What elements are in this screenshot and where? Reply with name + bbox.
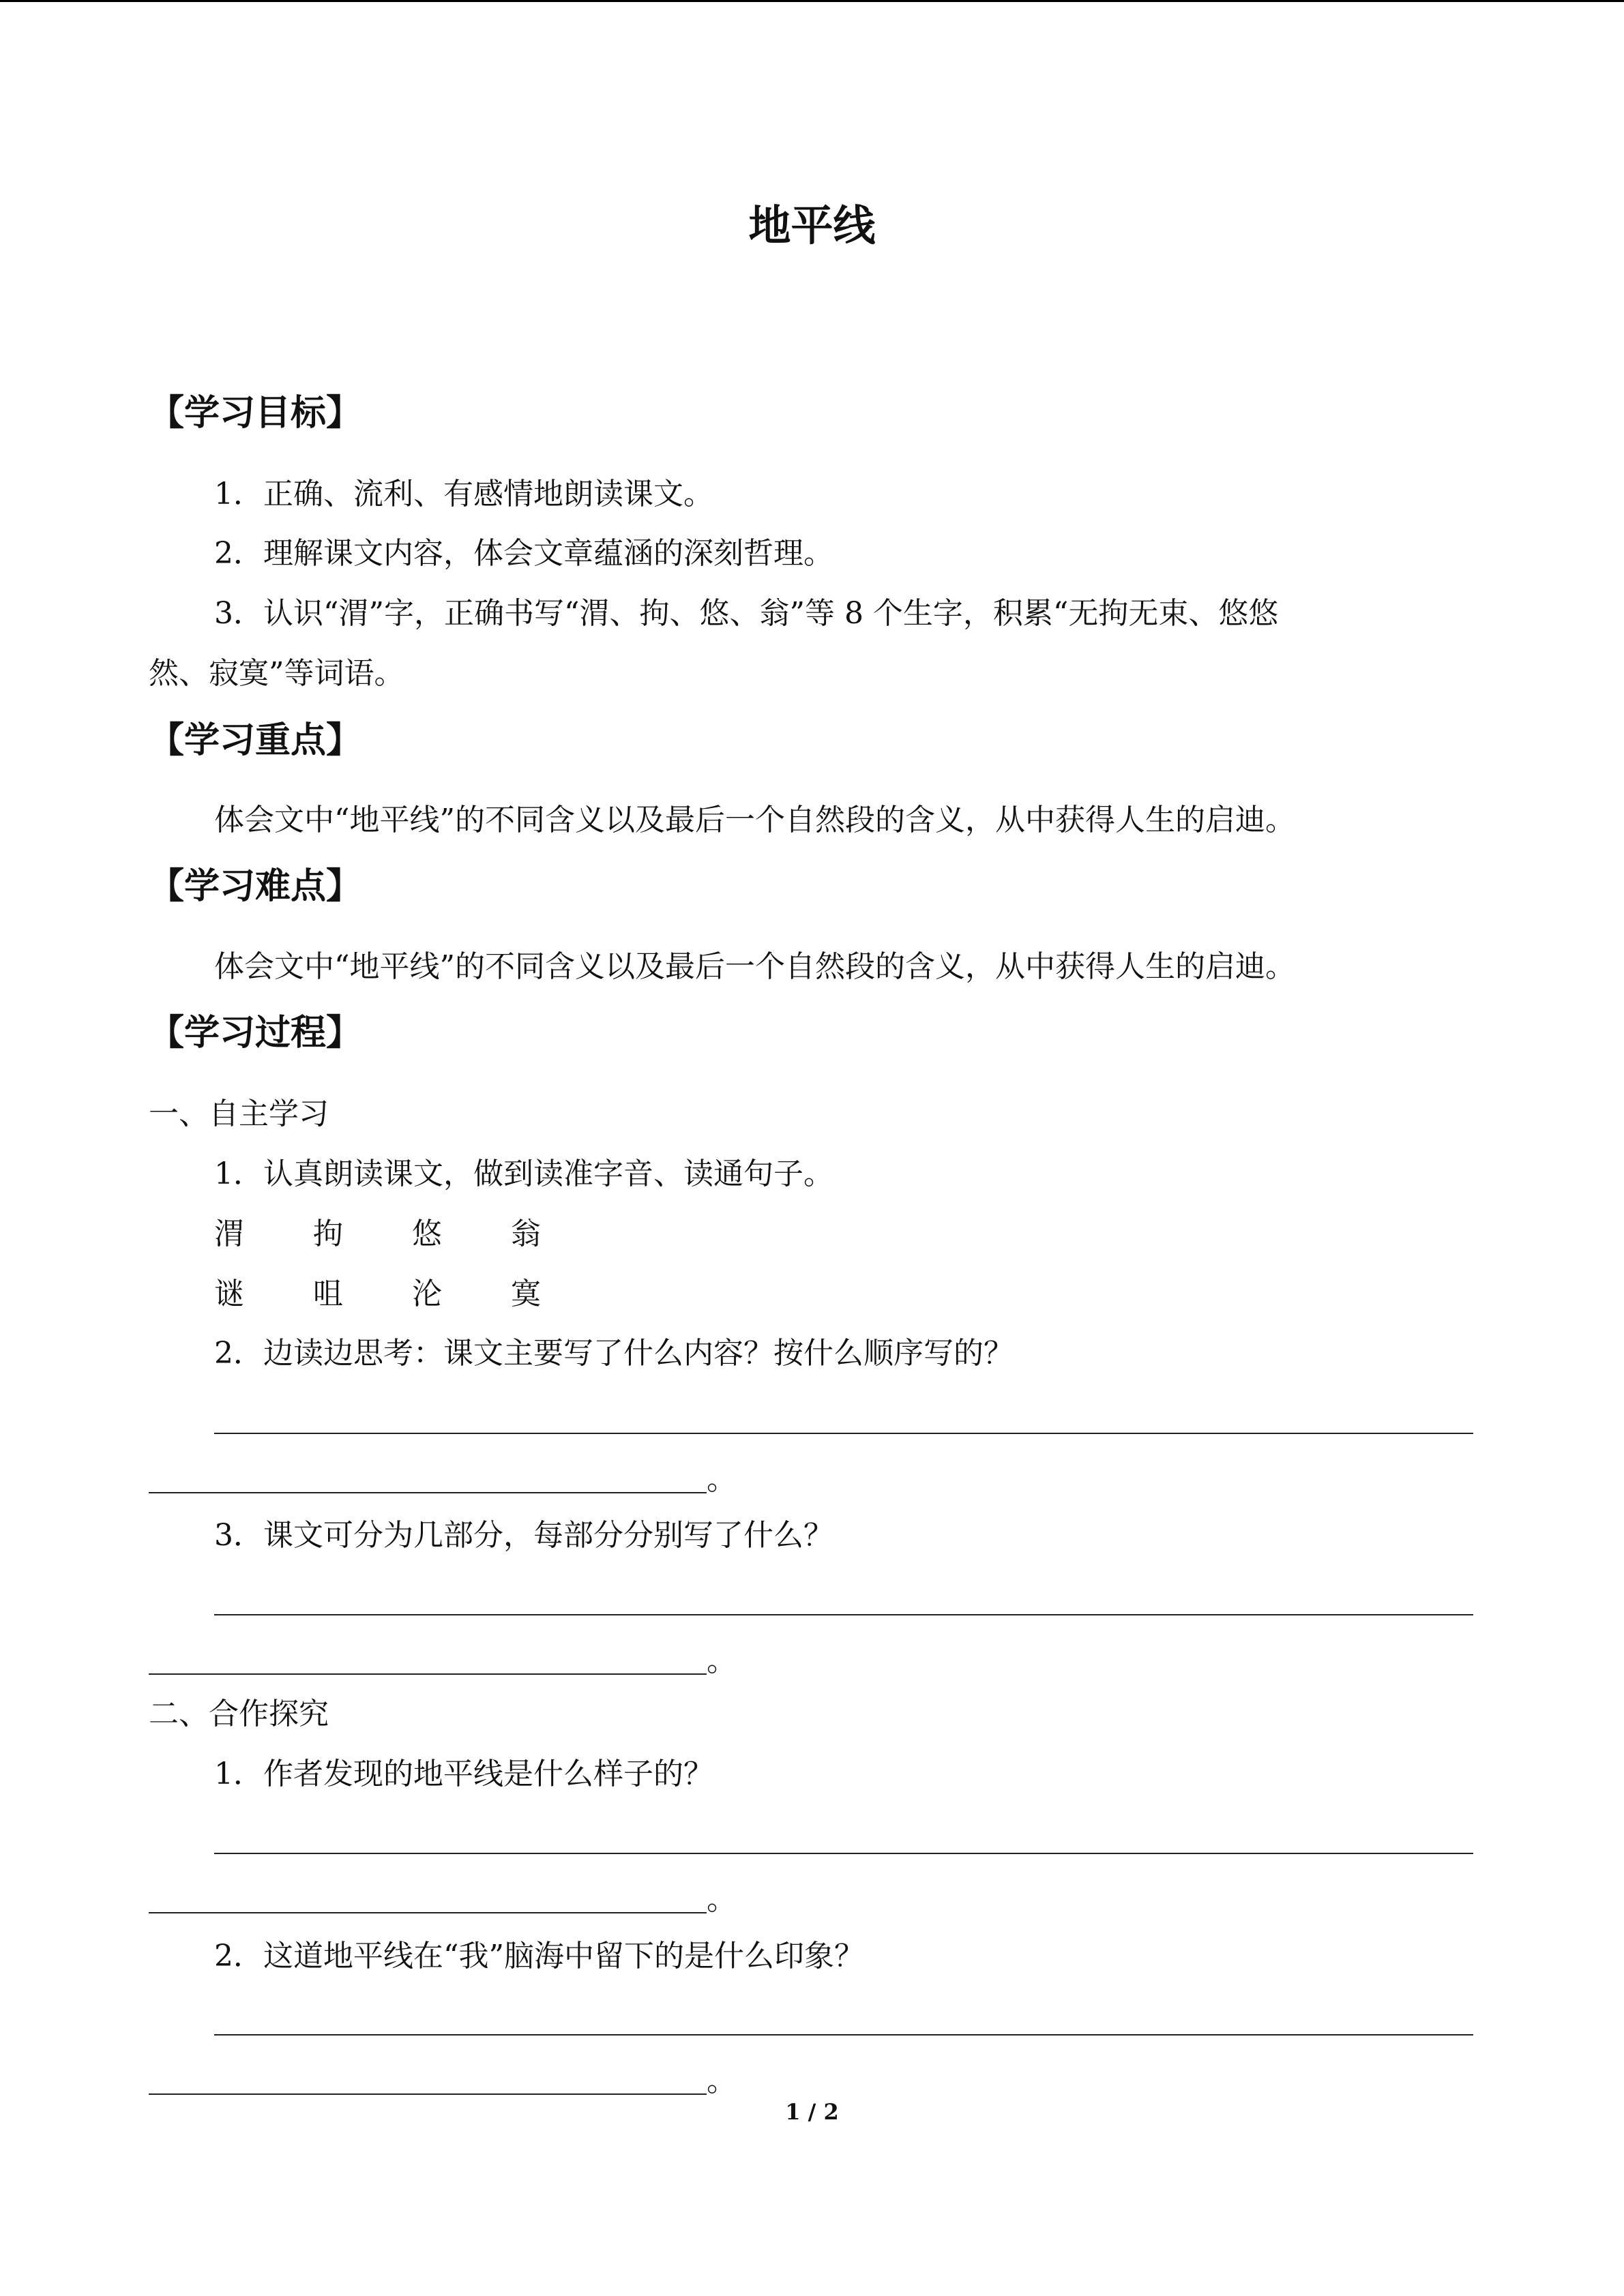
part1-question-2: 2．边读边思考：课文主要写了什么内容？按什么顺序写的？ [214, 1336, 1014, 1371]
character: 渭 [214, 1217, 244, 1251]
answer-line[interactable] [214, 1433, 1473, 1434]
objectives-heading: 【学习目标】 [149, 392, 362, 434]
key-points-heading: 【学习重点】 [149, 719, 362, 761]
key-points-text: 体会文中“地平线”的不同含义以及最后一个自然段的含义，从中获得人生的启迪。 [214, 803, 1295, 837]
answer-line[interactable] [214, 1853, 1473, 1854]
process-heading: 【学习过程】 [149, 1012, 362, 1054]
character: 谜 [214, 1277, 244, 1311]
character-row-1 [214, 1219, 610, 1249]
part1-question-1: 1．认真朗读课文，做到读准字音、读通句子。 [214, 1157, 833, 1191]
character-row-2 [214, 1279, 610, 1309]
answer-line[interactable] [149, 1912, 707, 1913]
answer-line[interactable] [149, 2093, 707, 2095]
answer-line[interactable] [149, 1673, 707, 1675]
page-title: 地平线 [748, 200, 876, 250]
character: 拘 [313, 1217, 343, 1251]
page-number: 1 / 2 [785, 2099, 839, 2125]
part1-title: 一、自主学习 [149, 1097, 329, 1131]
answer-end-mark: 。 [707, 1643, 737, 1678]
part2-question-1: 1．作者发现的地平线是什么样子的？ [214, 1757, 713, 1791]
character: 沦 [412, 1277, 442, 1311]
part2-title: 二、合作探究 [149, 1697, 329, 1731]
answer-end-mark: 。 [707, 1462, 737, 1497]
answer-line[interactable] [149, 1492, 707, 1493]
answer-end-mark: 。 [707, 1882, 737, 1917]
character: 寞 [511, 1277, 541, 1311]
difficulties-heading: 【学习难点】 [149, 865, 362, 907]
difficulties-text: 体会文中“地平线”的不同含义以及最后一个自然段的含义，从中获得人生的启迪。 [214, 949, 1295, 984]
character: 咀 [313, 1277, 343, 1311]
answer-end-mark: 。 [707, 2063, 737, 2098]
part1-question-3: 3．课文可分为几部分，每部分分别写了什么？ [214, 1518, 833, 1553]
character: 翁 [511, 1217, 541, 1251]
objective-item-3-line-2: 然、寂寞”等词语。 [149, 656, 404, 691]
objective-item-3-line-1: 3．认识“渭”字，正确书写“渭、拘、悠、翁”等 8 个生字，积累“无拘无束、悠悠 [214, 596, 1279, 631]
answer-line[interactable] [214, 2034, 1473, 2036]
answer-line[interactable] [214, 1614, 1473, 1615]
part2-question-2: 2．这道地平线在“我”脑海中留下的是什么印象？ [214, 1939, 864, 1973]
objective-item-2: 2．理解课文内容，体会文章蕴涵的深刻哲理。 [214, 536, 833, 571]
character: 悠 [412, 1217, 442, 1251]
objective-item-1: 1．正确、流利、有感情地朗读课文。 [214, 477, 713, 511]
